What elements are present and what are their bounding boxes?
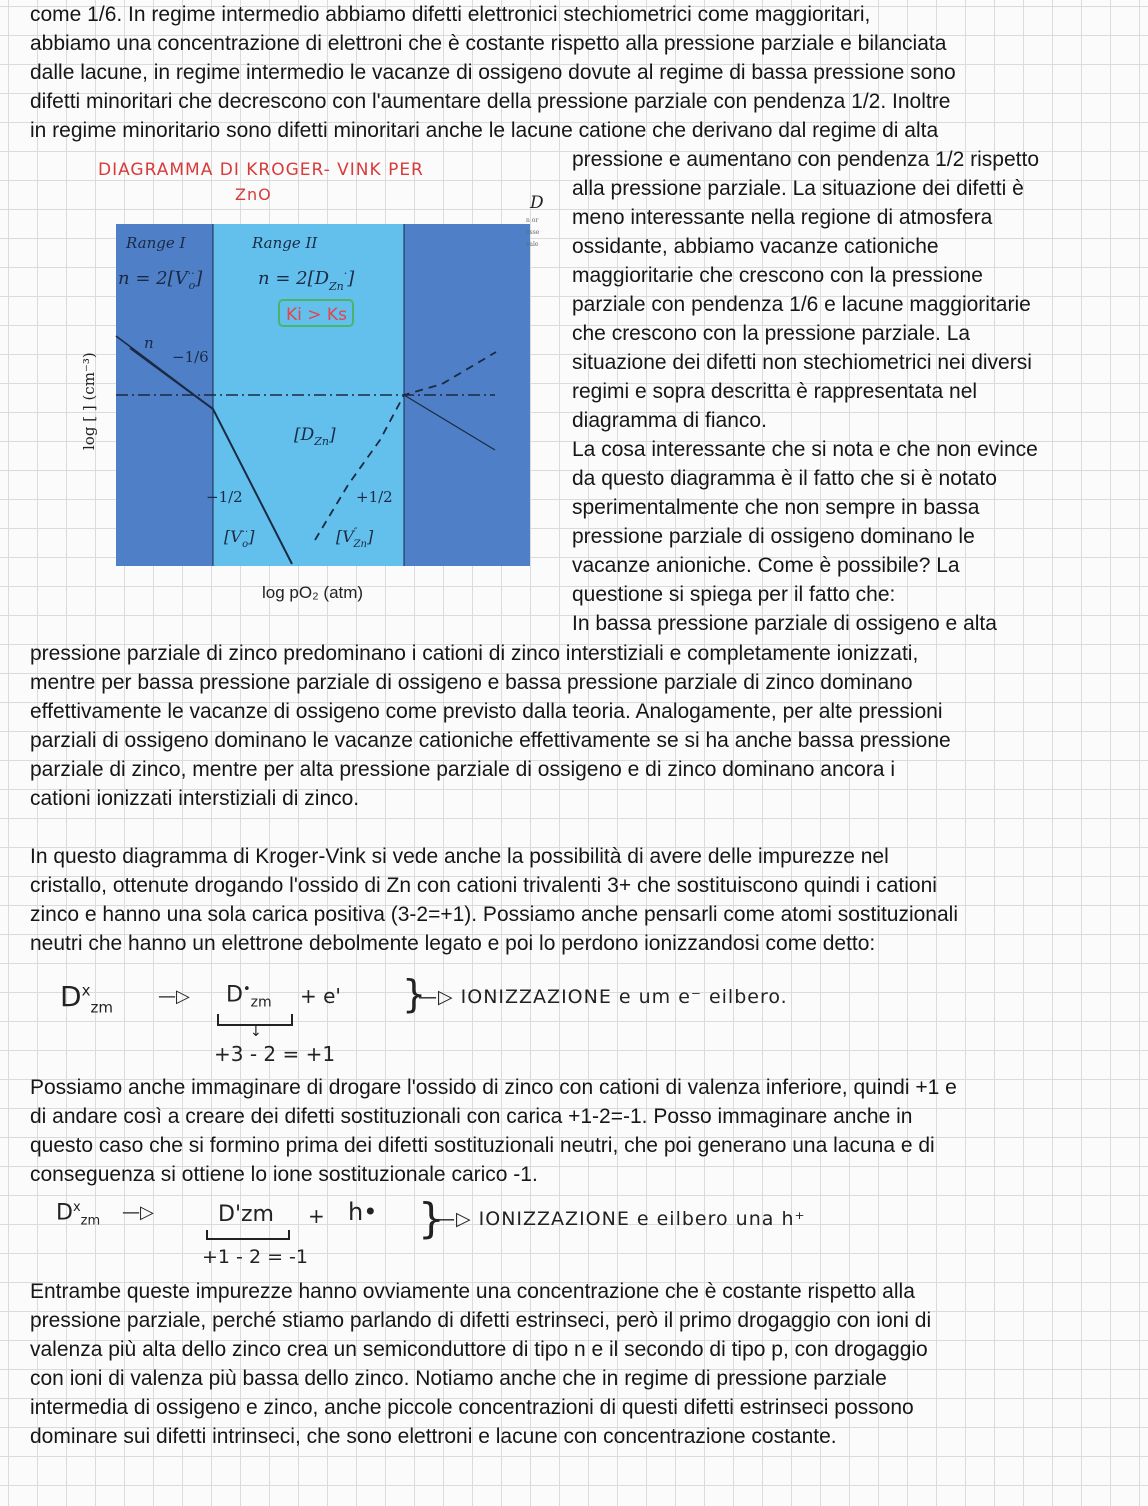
eq1-plus-electron: + e' (300, 984, 341, 1008)
final-paragraph (30, 1277, 1120, 1451)
text-line: pressione parziale, perché stiamo parlando di difetti estrinseci, però il primo drogaggio con ioni di (30, 1309, 932, 1332)
n-label: n (144, 334, 154, 352)
text-line: pressione parziale di ossigeno dominano le (572, 525, 975, 548)
text-line: intermedia di ossigeno e zinco, anche piccole concentrazioni di questi difetti estrinseci possono (30, 1396, 914, 1419)
eq1-arrow: —▷ (158, 986, 190, 1007)
text-line: alla pressione parziale. La situazione dei difetti è (572, 177, 1024, 200)
text-line: che crescono con la pressione parziale. La (572, 322, 971, 345)
text-line: In questo diagramma di Kroger-Vink si vede anche la possibilità di avere delle impurezze nel (30, 845, 889, 868)
side-small-2: osse (526, 229, 540, 236)
text-line: pressione e aumentano con pendenza 1/2 rispetto (572, 148, 1039, 171)
diagram-handwritten-title: DIAGRAMMA DI KROGER- VINK PER (98, 160, 424, 180)
eq1-lhs: $D^x_{zm}$ (60, 980, 113, 1017)
text-line: sperimentalmente che non sempre in bassa (572, 496, 980, 519)
range-2-label: Range II (252, 234, 318, 252)
text-line: valenza più alta dello zinco crea un semiconduttore di tipo n e il secondo di tipo p, con drogaggio (30, 1338, 928, 1361)
eq2-charge: +1 - 2 = -1 (202, 1246, 308, 1268)
eq2-note: —▷ IONIZZAZIONE e eilbero una h⁺ (436, 1208, 806, 1230)
eq1-rhs: $D^•_{zm}$ (226, 982, 272, 1011)
text-line: da questo diagramma è il fatto che si è notato (572, 467, 997, 490)
text-line: pressione parziale di zinco predominano i cationi di zinco interstiziali e completamente ionizzati, (30, 642, 919, 665)
eq1-down-arrow: ↓ (250, 1024, 262, 1040)
text-line: meno interessante nella regione di atmosfera (572, 206, 993, 229)
text-line: parziali di ossigeno dominano le vacanze cationiche effettivamente se si ha anche bassa pressione (30, 729, 951, 752)
text-line: dalle lacune, in regime intermedio le vacanze di ossigeno dovute al regime di bassa pressione sono (30, 61, 956, 84)
eq2-rhs: D'zm (218, 1202, 274, 1227)
text-line: in regime minoritario sono difetti minoritari anche le lacune catione che derivano dal regime di alta (30, 119, 939, 142)
range-1-equation: n = 2[V·· o] (118, 267, 203, 292)
text-line: conseguenza si ottiene lo ione sostituzionale carico -1. (30, 1163, 538, 1186)
text-line: dominare sui difetti intrinseci, che sono elettroni e lacune con concentrazione costante. (30, 1425, 837, 1448)
handwritten-equation-donor (60, 972, 1120, 1072)
text-line: con ioni di valenza più bassa dello zinco. Notiamo anche che in regime di pressione parziale (30, 1367, 887, 1390)
y-axis-label: log [ ] (cm⁻³) (80, 352, 98, 450)
x-axis-label: log pO₂ (atm) (262, 583, 364, 602)
side-small-3: vale (526, 241, 539, 248)
text-line: mentre per bassa pressione parziale di ossigeno e bassa pressione parziale di zinco dominano (30, 671, 913, 694)
eq1-note: —▷ IONIZZAZIONE e um e⁻ eilbero. (418, 986, 788, 1008)
handwritten-equation-acceptor (56, 1194, 1116, 1276)
text-line: parziale con pendenza 1/6 e lacune maggioritarie (572, 293, 1031, 316)
range-1-label: Range I (126, 234, 186, 252)
vzn-label: [V″ Zn] (336, 527, 374, 550)
eq2-plus: + (308, 1204, 325, 1228)
eq2-arrow: —▷ (122, 1202, 154, 1223)
dzn-label: $[D_{Zn}]$ (294, 425, 336, 448)
text-line: di andare così a creare dei difetti sostituzionali con carica +1-2=-1. Posso immaginare anche in (30, 1105, 913, 1128)
text-line: vacanze anioniche. Come è possibile? La (572, 554, 960, 577)
kroger-vink-diagram (30, 150, 550, 640)
text-line: maggioritarie che crescono con la pressione (572, 264, 983, 287)
slope-minus-1-6-label: −1/6 (172, 348, 209, 366)
text-line: difetti minoritari che decrescono con l'aumentare della pressione parziale con pendenza 1/2. Inoltre (30, 90, 951, 113)
eq2-bracket: } (418, 1194, 445, 1243)
text-line: La cosa interessante che si nota e che non evince (572, 438, 1038, 461)
acceptor-paragraph (30, 1073, 1120, 1189)
impurities-paragraph (30, 842, 1120, 958)
diagram-handwritten-subtitle: ZnO (235, 185, 272, 204)
side-letter: D (530, 193, 544, 213)
slope-minus-1-2-label: −1/2 (206, 488, 243, 506)
text-line: situazione dei difetti non stechiometrici nei diversi (572, 351, 1032, 374)
ki-ks-label: Ki > Ks (286, 305, 347, 325)
text-line: Entrambe queste impurezze hanno ovviamente una concentrazione che è costante rispetto alla (30, 1280, 915, 1303)
text-line: abbiamo una concentrazione di elettroni che è costante rispetto alla pressione parziale e bilanciata (30, 32, 947, 55)
slope-plus-1-2-label: +1/2 (356, 488, 393, 506)
text-line: neutri che hanno un elettrone debolmente legato e poi lo perdono ionizzandosi come detto: (30, 932, 876, 955)
eq2-hole: h• (348, 1198, 378, 1226)
top-paragraph (30, 0, 1120, 145)
text-line: diagramma di fianco. (572, 409, 767, 432)
eq2-lhs: $D^x_{zm}$ (56, 1200, 101, 1229)
range-2-equation: $n = 2[D_{Zn}^\cdot]$ (258, 267, 355, 293)
eq1-charge: +3 - 2 = +1 (214, 1042, 336, 1066)
text-line: cristallo, ottenute drogando l'ossido di Zn con cationi trivalenti 3+ che sostituiscono quindi i cationi (30, 874, 937, 897)
eq1-bracket: } (402, 972, 427, 1016)
text-line: parziale di zinco, mentre per alta pressione parziale di ossigeno e di zinco dominano ancora i (30, 758, 895, 781)
diagram-svg (30, 150, 550, 640)
text-line: In bassa pressione parziale di ossigeno e alta (572, 612, 997, 635)
text-line: questione si spiega per il fatto che: (572, 583, 896, 606)
text-line: zinco e hanno una sola carica positiva (3-2=+1). Possiamo anche pensarli come atomi sostituzionali (30, 903, 958, 926)
right-column-paragraph (572, 145, 1132, 638)
text-line: cationi ionizzati interstiziali di zinco. (30, 787, 360, 810)
text-line: regimi e sopra descritta è rappresentata nel (572, 380, 978, 403)
text-line: effettivamente le vacanze di ossigeno come previsto dalla teoria. Analogamente, per alte pressioni (30, 700, 943, 723)
text-line: come 1/6. In regime intermedio abbiamo difetti elettronici stechiometrici come maggioritari, (30, 3, 871, 26)
side-small-1: n or (526, 217, 539, 224)
text-line: questo caso che si formino prima dei difetti sostituzionali neutri, che poi generano una lacuna e di (30, 1134, 935, 1157)
text-line: Possiamo anche immaginare di drogare l'ossido di zinco con cationi di valenza inferiore, quindi +1 e (30, 1076, 957, 1099)
text-line: ossidante, abbiamo vacanze cationiche (572, 235, 939, 258)
vo-label: [V·· o] (224, 527, 255, 550)
eq2-underline (206, 1230, 290, 1240)
middle-paragraph (30, 639, 1120, 813)
